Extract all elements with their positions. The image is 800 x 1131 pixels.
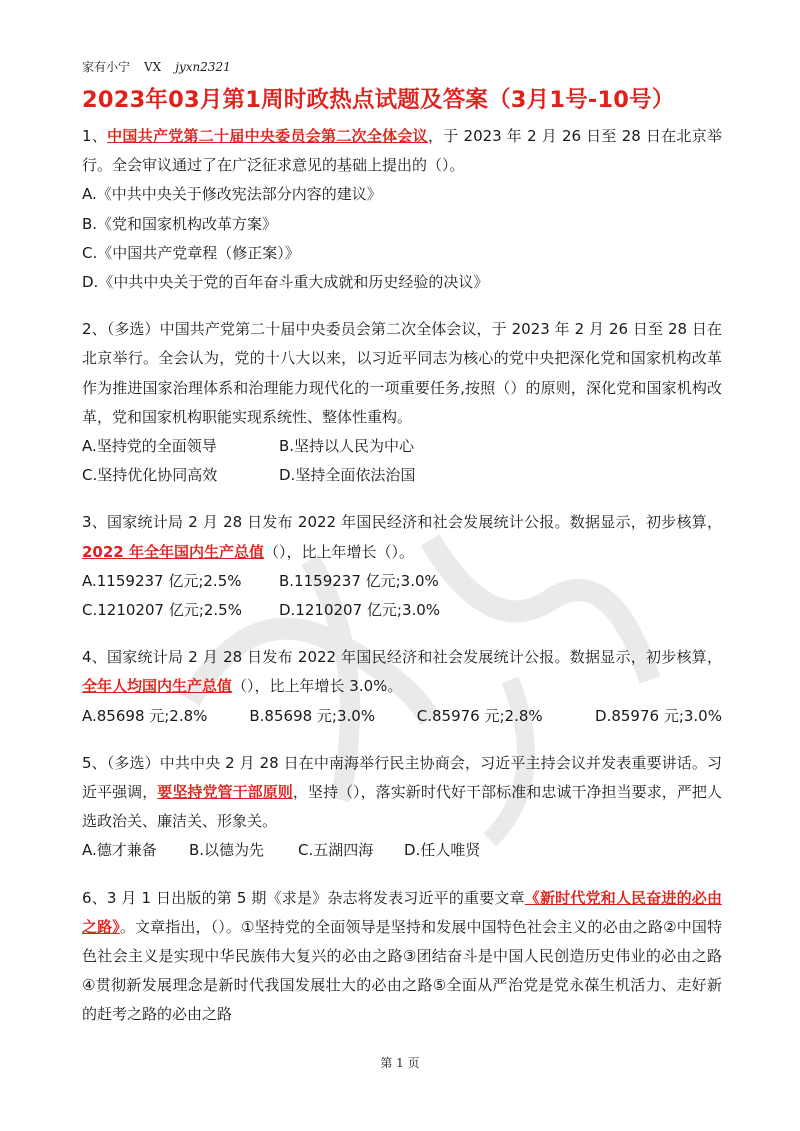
question-6-text: 6、3 月 1 日出版的第 5 期《求是》杂志将发表习近平的重要文章	[82, 888, 525, 907]
option-a: A.1159237 亿元;2.5%	[82, 571, 242, 590]
option-a: A.坚持党的全面领导	[82, 437, 217, 456]
option-b: B.《党和国家机构改革方案》	[82, 214, 278, 233]
question-6	[82, 884, 722, 1030]
option-a: A.《中共中央关于修改宪法部分内容的建议》	[82, 185, 382, 204]
vx-label: VX	[144, 60, 162, 74]
option-d: D.85976 元;3.0%	[595, 706, 722, 725]
question-4-stem	[82, 643, 722, 701]
question-2	[82, 315, 722, 490]
question-1	[82, 122, 722, 297]
option-d: D.《中共中央关于党的百年奋斗重大成就和历史经验的决议》	[82, 273, 489, 292]
question-4-highlight: 全年人均国内生产总值	[82, 677, 233, 696]
question-3-stem	[82, 508, 722, 566]
question-4-text: 4、国家统计局 2 月 28 日发布 2022 年国民经济和社会发展统计公报。数据显示，初步核算，	[82, 648, 722, 667]
option-c: C.五湖四海	[298, 841, 374, 860]
question-1-highlight: 中国共产党第二十届中央委员会第二次全体会议	[107, 127, 428, 145]
option-c: C.坚持优化协同高效	[82, 466, 218, 485]
option-d: D.任人唯贤	[404, 841, 481, 860]
option-b: B.以德为先	[189, 841, 265, 860]
option-b: B.坚持以人民为中心	[279, 437, 415, 456]
vx-id: jyxn2321	[175, 60, 231, 74]
author-name: 家有小宁	[82, 60, 131, 74]
option-a: A.85698 元;2.8%	[82, 706, 208, 725]
option-d: D.坚持全面依法治国	[279, 466, 416, 485]
question-6-highlight: 《新时代党和人民奋进的必由之路》	[82, 888, 722, 936]
question-list	[82, 122, 722, 1030]
question-5	[82, 749, 722, 866]
header-note	[82, 58, 231, 75]
option-d: D.1210207 亿元;3.0%	[279, 601, 441, 620]
option-b: B.85698 元;3.0%	[249, 706, 376, 725]
question-3-text: 3、国家统计局 2 月 28 日发布 2022 年国民经济和社会发展统计公报。数据显示，初步核算，	[82, 513, 722, 532]
question-4	[82, 643, 722, 731]
option-c: C.1210207 亿元;2.5%	[82, 601, 242, 620]
option-c: C.85976 元;2.8%	[416, 706, 543, 725]
question-5-text: 5、（多选）中共中央 2 月 28 日在中南海举行民主协商会，习近平主持会议并发表重要讲话。习近平强调，	[82, 753, 722, 802]
question-4-text-after: （），比上年增长 3.0%。	[232, 677, 403, 696]
question-2-stem: 2、（多选）中国共产党第二十届中央委员会第二次全体会议，于 2023 年 2 月 26 日至 28 日在北京举行。全会认为，党的十八大以来，以习近平同志为核心的党中央把深化党和国家机构改革作为推进国家治理体系和治理能力现代化的一项重要任务,按照（）的原则，深化党和国家机构改革，党和国家机构职能实现系统性、整体性重构。	[82, 320, 722, 426]
question-5-stem	[82, 749, 722, 837]
question-1-number: 1、	[82, 127, 108, 145]
option-b: B.1159237 亿元;3.0%	[279, 571, 439, 590]
question-3-text-after: （），比上年增长（）。	[263, 542, 414, 561]
document-title: 2023年03月第1周时政热点试题及答案（3月1号-10号）	[82, 87, 675, 113]
question-5-highlight: 要坚持党管干部原则	[157, 783, 293, 802]
question-3	[82, 508, 722, 625]
question-5-text-after: ，坚持（），落实新时代好干部标准和忠诚干净担当要求，严把人选政治关、廉洁关、形象关。	[82, 783, 722, 831]
question-3-highlight: 2022 年全年国内生产总值	[82, 542, 264, 561]
question-1-text: ，于 2023 年 2 月 26 日至 28 日在北京举行。全会审议通过了在广泛征求意见的基础上提出的（）。	[82, 127, 722, 175]
question-1-stem	[82, 122, 722, 180]
question-6-stem	[82, 884, 722, 1030]
option-a: A.德才兼备	[82, 841, 157, 860]
option-c: C.《中国共产党章程（修正案）》	[82, 243, 300, 262]
question-6-text-after: 。文章指出，（）。①坚持党的全面领导是坚持和发展中国特色社会主义的必由之路②中国特色社会主义是实现中华民族伟大复兴的必由之路③团结奋斗是中国人民创造历史伟业的必由之路④贯彻新发展理念是新时代我国发展壮大的必由之路⑤全面从严治党是党永葆生机活力、走好新的赶考之路的必由之路	[82, 917, 722, 1024]
page-number: 第 1 页	[380, 1056, 420, 1070]
